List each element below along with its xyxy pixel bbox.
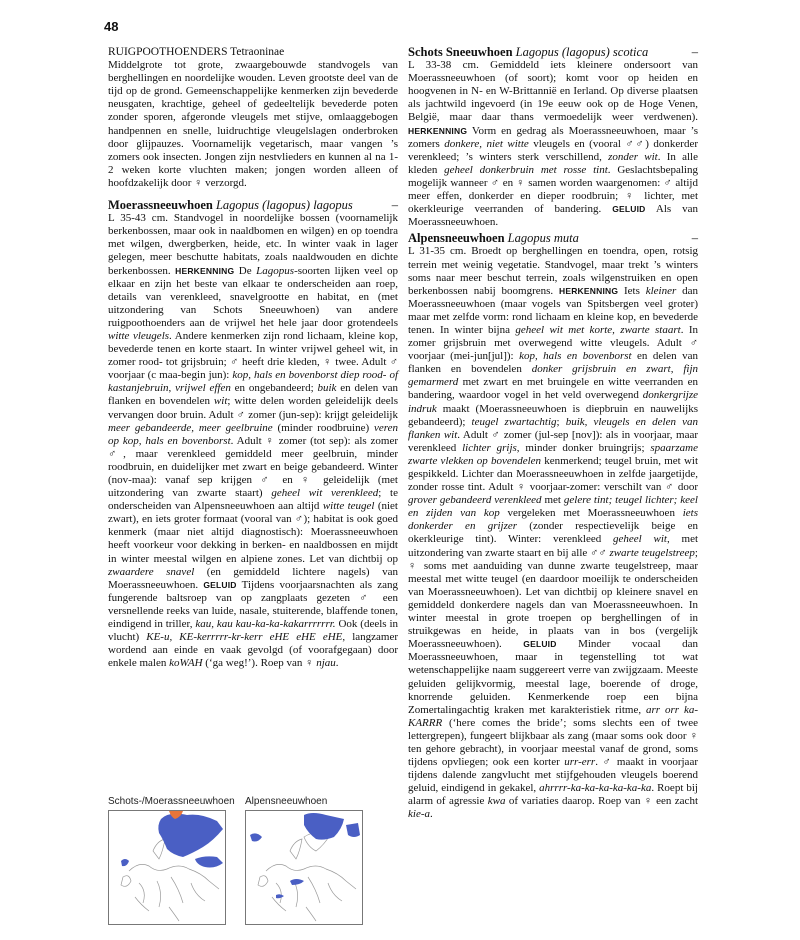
section-title: RUIGPOOTHOENDERS	[108, 46, 228, 58]
left-column	[108, 46, 398, 670]
page-number: 48	[104, 19, 119, 34]
map-label-alpensneeuwhoen: Alpensneeuwhoen	[245, 796, 328, 807]
right-column	[408, 46, 698, 822]
keyword-herkenning: HERKENNING	[408, 125, 468, 136]
keyword-herkenning: HERKENNING	[559, 285, 619, 296]
section-intro: Middelgrote tot grote, zwaargebouwde standvogels van berghellingen en noordelijke wouden. Leven grootste deel van de tijd op de grond. Gemeenschappelijke kenmerken zijn bevederde neusgaten, krachtige, geheel of gedeeltelijk bevederde poten zonder sporen, afgeronde vleugels met stijve, omlaaggebogen handpennen en snelle, luidruchtige vleugelslagen onderbroken door glijpauzes. Voornamelijk vegetarisch, maar vangen ’s zomers ook insecten. Jongen zijn nestvlieders en kunnen al na 1-2 weken korte vluchten maken; jongen worden alleen of hoofdzakelijk door ♀ verzorgd.	[108, 59, 398, 189]
species-text-schots-sneeuwhoen: L 33-38 cm. Gemiddeld iets kleinere ondersoort van Moerassneeuwhoen (of soort); komt voor op heiden en hoogvenen in N- en W-Brittannië en Ierland. Op diverse plaatsen als jachtwild ingevoerd (in 19e eeuw ook op de Hoge Venen, België, maar daar thans vermoedelijk weer verdwenen). HERKENNING Vorm en gedrag als Moerassneeuwhoen, maar ’s zomers donkere, niet witte vleugels en (vooral ♂♂) donkerder verenkleed; ’s winters sterk verschillend, zonder wit. In alle kleden geheel donkerbruin met rosse tint. Geslachtsbepaling mogelijk wanneer ♂ en ♀ samen worden waargenomen: ♂ altijd meer effen, donkerder en dieper roodbruin; ♀ lichter, met okerkleurige veerranden of bandering. GELUID Als van Moerassneeuwhoen.	[408, 59, 699, 229]
section-latin: Tetraoninae	[230, 46, 285, 58]
keyword-geluid: GELUID	[203, 579, 237, 590]
species-latin: Lagopus (lagopus) lagopus	[215, 198, 353, 213]
europe-map-icon	[246, 811, 362, 924]
species-name: Alpensneeuwhoen	[408, 231, 505, 246]
species-name: Schots Sneeuwhoen	[408, 45, 513, 59]
map-label-moerassneeuwhoen: Schots-/Moerassneeuwhoen	[108, 796, 235, 807]
dash: –	[391, 198, 398, 213]
keyword-herkenning: HERKENNING	[175, 265, 235, 276]
species-latin: Lagopus muta	[507, 231, 579, 246]
species-latin: Lagopus (lagopus) scotica	[515, 45, 649, 59]
keyword-geluid: GELUID	[523, 639, 557, 650]
section-heading	[108, 46, 398, 59]
species-text-alpensneeuwhoen: L 31-35 cm. Broedt op berghellingen en toendra, open, rotsig terrein met weinig vegetatie. Standvogel, maar trekt ’s winters soms naar meer beschut terrein, zoals wilgenstruiken en open berkenbossen nabij boomgrens. HERKENNING Iets kleiner dan Moerassneeuwhoen (maar vogels van Spitsbergen veel groter) maar met zelfde vorm: rond lichaam en kleine kop, en bevederde tenen. In winter bijna geheel wit met korte, zwarte staart. In zomer grijsbruin met overwegend witte vleugels. Adult ♂ voorjaar (mei-jun[jul]): kop, hals en bovenborst en delen van flanken en bovendelen donker grijsbruin en zwart, fijn gemarmerd met zwart en met bruingele en witte veerranden en bandering, waardoor vogel in het veld overwegend donkergrijze indruk maakt (Moerassneeuwhoen is diepbruin en nauwelijks gebandeerd); teugel zwartachtig; buik, vleugels en delen van flanken wit. Adult ♂ zomer (jul-sep [nov]): als in voorjaar, maar verenkleed lichter grijs, minder donker bruingrijs; spaarzame zwarte vlekken op bovendelen kenmerkend; teugel bruin, met wit gespikkeld. Lichter dan Moerassneeuwhoen in zelfde jaargetijde, zonder rosse tint. Adult ♀ voorjaar-zomer: verschilt van ♂ door grover gebandeerd verenkleed met gelere tint; teugel lichter; keel en zijden van kop vergeleken met Moerassneeuwhoen iets donkerder en grijzer (zonder respectievelijk beige en okerkleurige tint). Winter: verenkleed geheel wit, met uitzondering van zwarte staart en bij alle ♂♂ zwarte teugelstreep; ♀ soms met aanduiding van dunne zwarte teugelstreep, maar meestal met witte teugel (en daardoor moeilijk te onderscheiden van Moerassneeuwhoen). Let van dichtbij op kleinere snavel en gemiddeld donkerdere nagels dan van Moerassneeuwhoen. In winter meestal in grote troepen op berghellingen of in struikgewas en heide, in plaats van in bos (vergelijk Moerassneeuwhoen). GELUID Minder vocaal dan Moerassneeuwhoen, maar in tegenstelling tot wat wetenschappelijke naam suggereert verre van zwijgzaam. Meeste geluiden gelijkvormig, meestal lage, boerende of droge, knorrende geluiden. Kenmerkende roep een bijna Zomertalingachtig kraken met karakteristiek ritme, arr orr ka-KARRR (‘here comes the bride’; soms slechts een of twee lettergrepen), fungeert blijkbaar als zang (maar soms ook door ♀ ten gehore gebracht), in voorjaar meestal vanaf de grond, soms tijdens opvliegen; ook een korter urr-err. ♂ maakt in voorjaar tijdens dalende zangvlucht met stijfgehouden vleugels boerend geluid, eindigend in gekakel, ahrrrr-ka-ka-ka-ka-ka-ka. Roept bij alarm of agressie kwa of variaties daarop. Roep van ♀ een zacht kie-a.	[408, 245, 699, 821]
dash: –	[691, 45, 698, 59]
species-heading-alpensneeuwhoen	[408, 232, 698, 245]
range-map-alpensneeuwhoen	[245, 810, 363, 925]
europe-map-icon	[109, 811, 225, 924]
dash: –	[691, 231, 698, 246]
keyword-geluid: GELUID	[612, 204, 646, 215]
species-name: Moerassneeuwhoen	[108, 198, 213, 213]
range-map-moerassneeuwhoen	[108, 810, 226, 925]
species-heading-schots-sneeuwhoen	[408, 46, 698, 59]
species-heading-moerassneeuwhoen	[108, 199, 398, 212]
species-text-moerassneeuwhoen: L 35-43 cm. Standvogel in noordelijke bossen (voornamelijk berkenbossen, maar ook in naaldbomen en wilgen) en op toendra met wilgen, dwergberken, heide, etc. In winter vaak in lager gelegen, meer beschutte habitats, zoals naaldwouden en dichte berkenbossen. HERKENNING De Lagopus-soorten lijken veel op elkaar en zijn het beste van elkaar te onderscheiden aan roep, details van verenkleed, snavelgrootte en habitat, en (met uitzondering van Schots Sneeuwhoen) van andere ruigpoothoenders aan de vrijwel het hele jaar door grotendeels witte vleugels. Andere kenmerken zijn rond lichaam, kleine kop, bevederde tenen en korte staart. In winter vrijwel geheel wit, in zomer rood- tot grijsbruin; ♂ heeft drie kleden, ♀ twee. Adult ♂ voorjaar (c maa-begin jun): kop, hals en bovenborst diep rood- of kastanjebruin, vrijwel effen en ongebandeerd; buik en delen van flanken en bovendelen wit; witte delen worden geleidelijk deels vervangen door bruin. Adult ♂ zomer (jun-sep): krijgt geleidelijk meer gebandeerde, meer geelbruine (minder roodbruine) veren op kop, hals en bovenborst. Adult ♀ zomer (tot sep): als zomer ♂, maar verenkleed gemiddeld meer geelbruin, minder roodbruin, en duidelijker met zwart en beige gebandeerd. Winter (nov-maa): vanaf sep krijgen ♂ en ♀ geleidelijk (met uitzondering van zwarte staart) geheel wit verenkleed; te onderscheiden van Alpensneeuwhoen aan altijd witte teugel (niet zwart), en iets groter formaat (vooral van ♂); habitat is ook goed kenmerk (maar niet altijd diagnostisch): Moerassneeuwhoen heeft voorkeur voor dekking in berken- en naaldbossen en mijdt in winter meestal wilgen en alpiene zones. Let van dichtbij op zwaardere snavel (en gemiddeld lichtere nagels) van Moerassneeuwhoen. GELUID Tijdens voorjaarsnachten als zang fungerende baltsroep van op zangplaats gezeten ♂ een versnellende reeks van luide, nasale, stuiterende, blaffende tonen, eindigend in triller, kau, kau kau-ka-ka-kakarrrrrrr. Ook (deels in vlucht) KE-u, KE-kerrrrr-kr-kerr eHE eHE eHE, langzamer wordend aan einde en vaak gevolgd (of voorafgegaan) door enkele malen koWAH (‘ga weg!’). Roep van ♀ njau.	[108, 212, 399, 670]
